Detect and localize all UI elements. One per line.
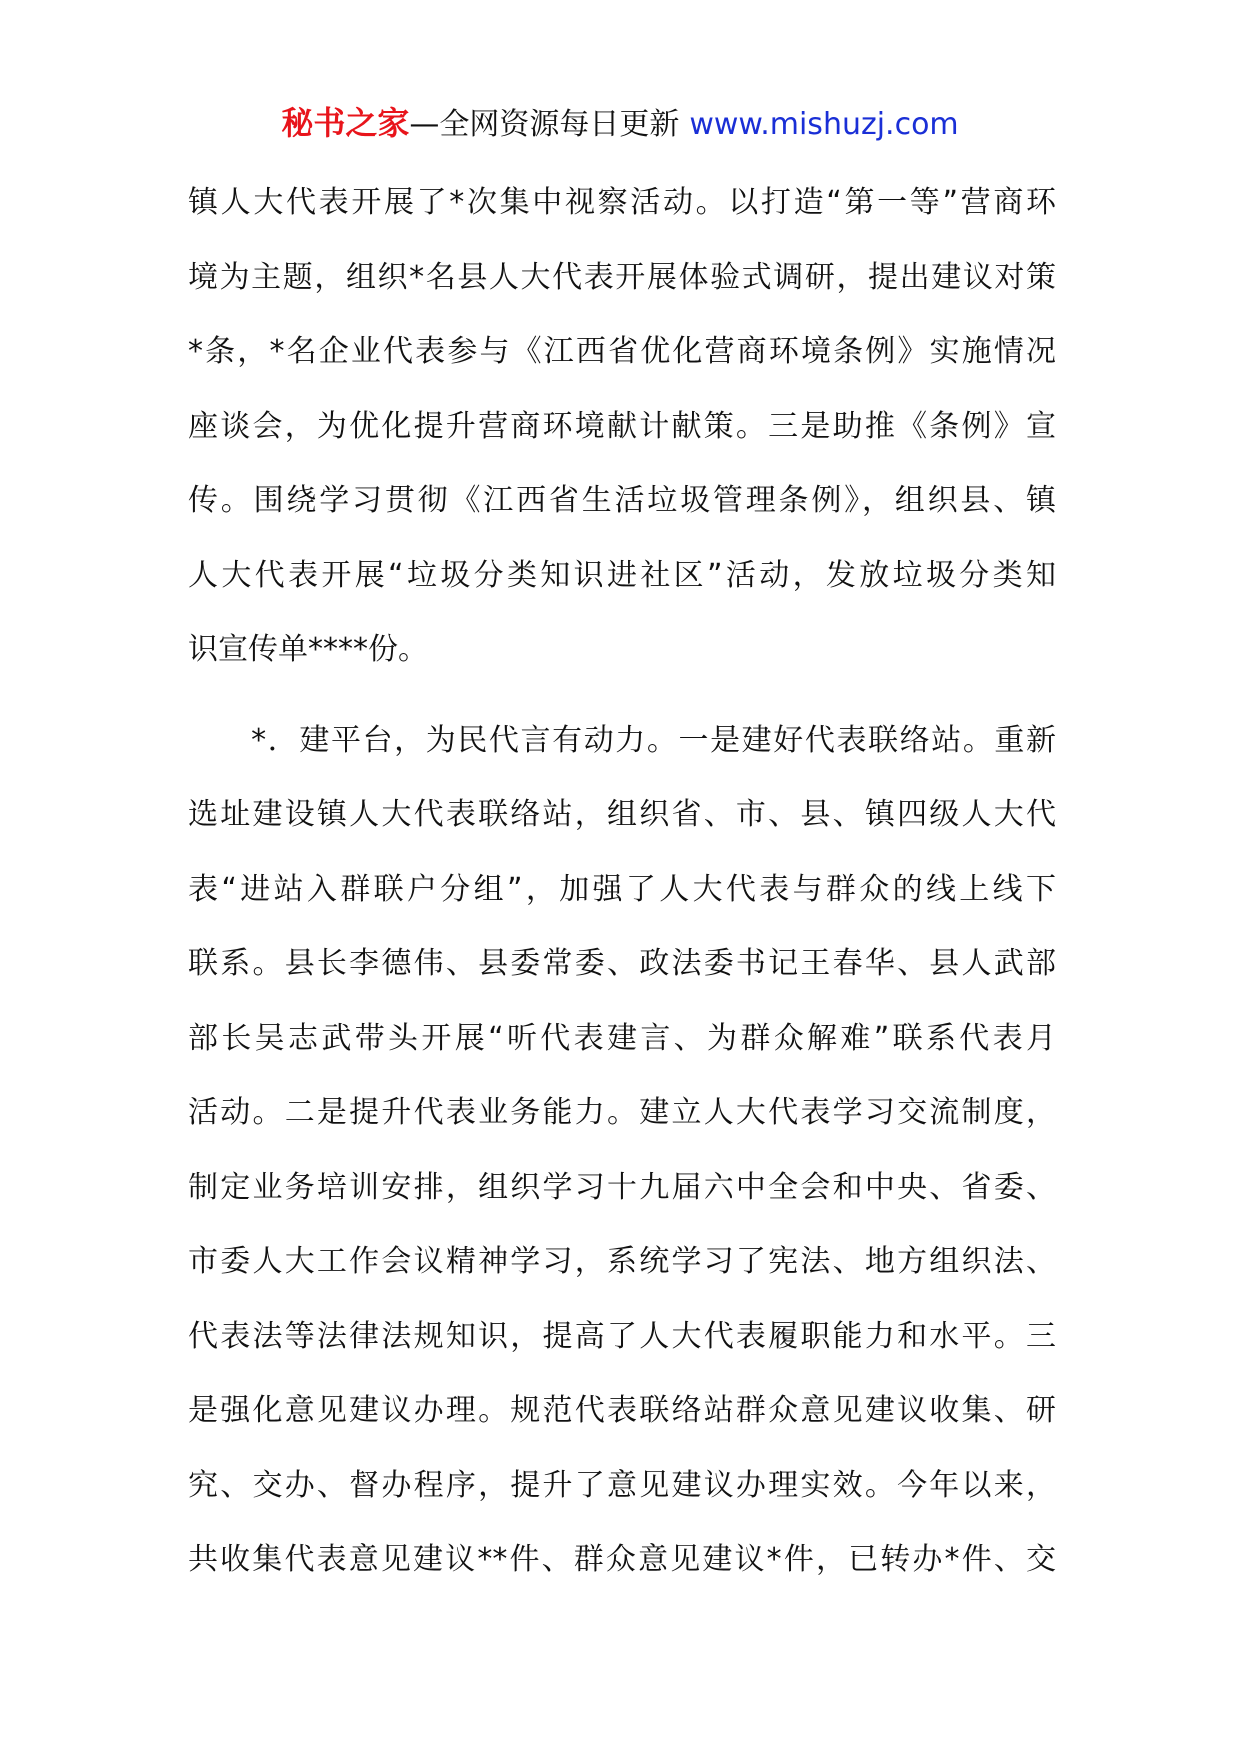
text-line: 传。围绕学习贯彻《江西省生活垃圾管理条例》，组织县、镇 — [188, 483, 1056, 518]
paragraph-gap — [188, 688, 1056, 704]
text-line: 活动。二是提升代表业务能力。建立人大代表学习交流制度， — [188, 1095, 1056, 1130]
website-link[interactable]: www.mishuzj.com — [689, 107, 959, 142]
text-line: 是强化意见建议办理。规范代表联络站群众意见建议收集、研 — [188, 1393, 1056, 1428]
text-line: *条，*名企业代表参与《江西省优化营商环境条例》实施情况 — [188, 334, 1056, 369]
header-slogan: —全网资源每日更新 — [409, 107, 680, 142]
text-line: 共收集代表意见建议**件、群众意见建议*件，已转办*件、交 — [188, 1542, 1056, 1577]
text-line: 选址建设镇人大代表联络站，组织省、市、县、镇四级人大代 — [188, 797, 1056, 832]
text-line: 制定业务培训安排，组织学习十九届六中全会和中央、省委、 — [188, 1169, 1056, 1205]
text-line: 镇人大代表开展了*次集中视察活动。以打造“第一等”营商环 — [188, 185, 1056, 220]
text-line: 识宣传单****份。 — [188, 632, 428, 667]
text-line: 人大代表开展“垃圾分类知识进社区”活动，发放垃圾分类知 — [188, 557, 1056, 593]
text-line: 座谈会，为优化提升营商环境献计献策。三是助推《条例》宣 — [188, 408, 1056, 444]
brand-name: 秘书之家 — [281, 104, 410, 142]
text-line: 表“进站入群联户分组”，加强了人大代表与群众的线上线下 — [188, 871, 1056, 907]
page-header — [0, 103, 1240, 145]
text-line: 联系。县长李德伟、县委常委、政法委书记王春华、县人武部 — [188, 946, 1056, 981]
text-line: 究、交办、督办程序，提升了意见建议办理实效。今年以来， — [188, 1467, 1056, 1503]
paragraph-1 — [188, 166, 1056, 688]
text-line: 市委人大工作会议精神学习，系统学习了宪法、地方组织法、 — [188, 1244, 1056, 1279]
text-line: 境为主题，组织*名县人大代表开展体验式调研，提出建议对策 — [188, 259, 1056, 295]
text-line: *．建平台，为民代言有动力。一是建好代表联络站。重新 — [188, 722, 1056, 758]
paragraph-2 — [188, 704, 1056, 1598]
document-body — [188, 166, 1056, 1598]
text-line: 部长吴志武带头开展“听代表建言、为群众解难”联系代表月 — [188, 1020, 1056, 1056]
text-line: 代表法等法律法规知识，提高了人大代表履职能力和水平。三 — [188, 1318, 1056, 1354]
